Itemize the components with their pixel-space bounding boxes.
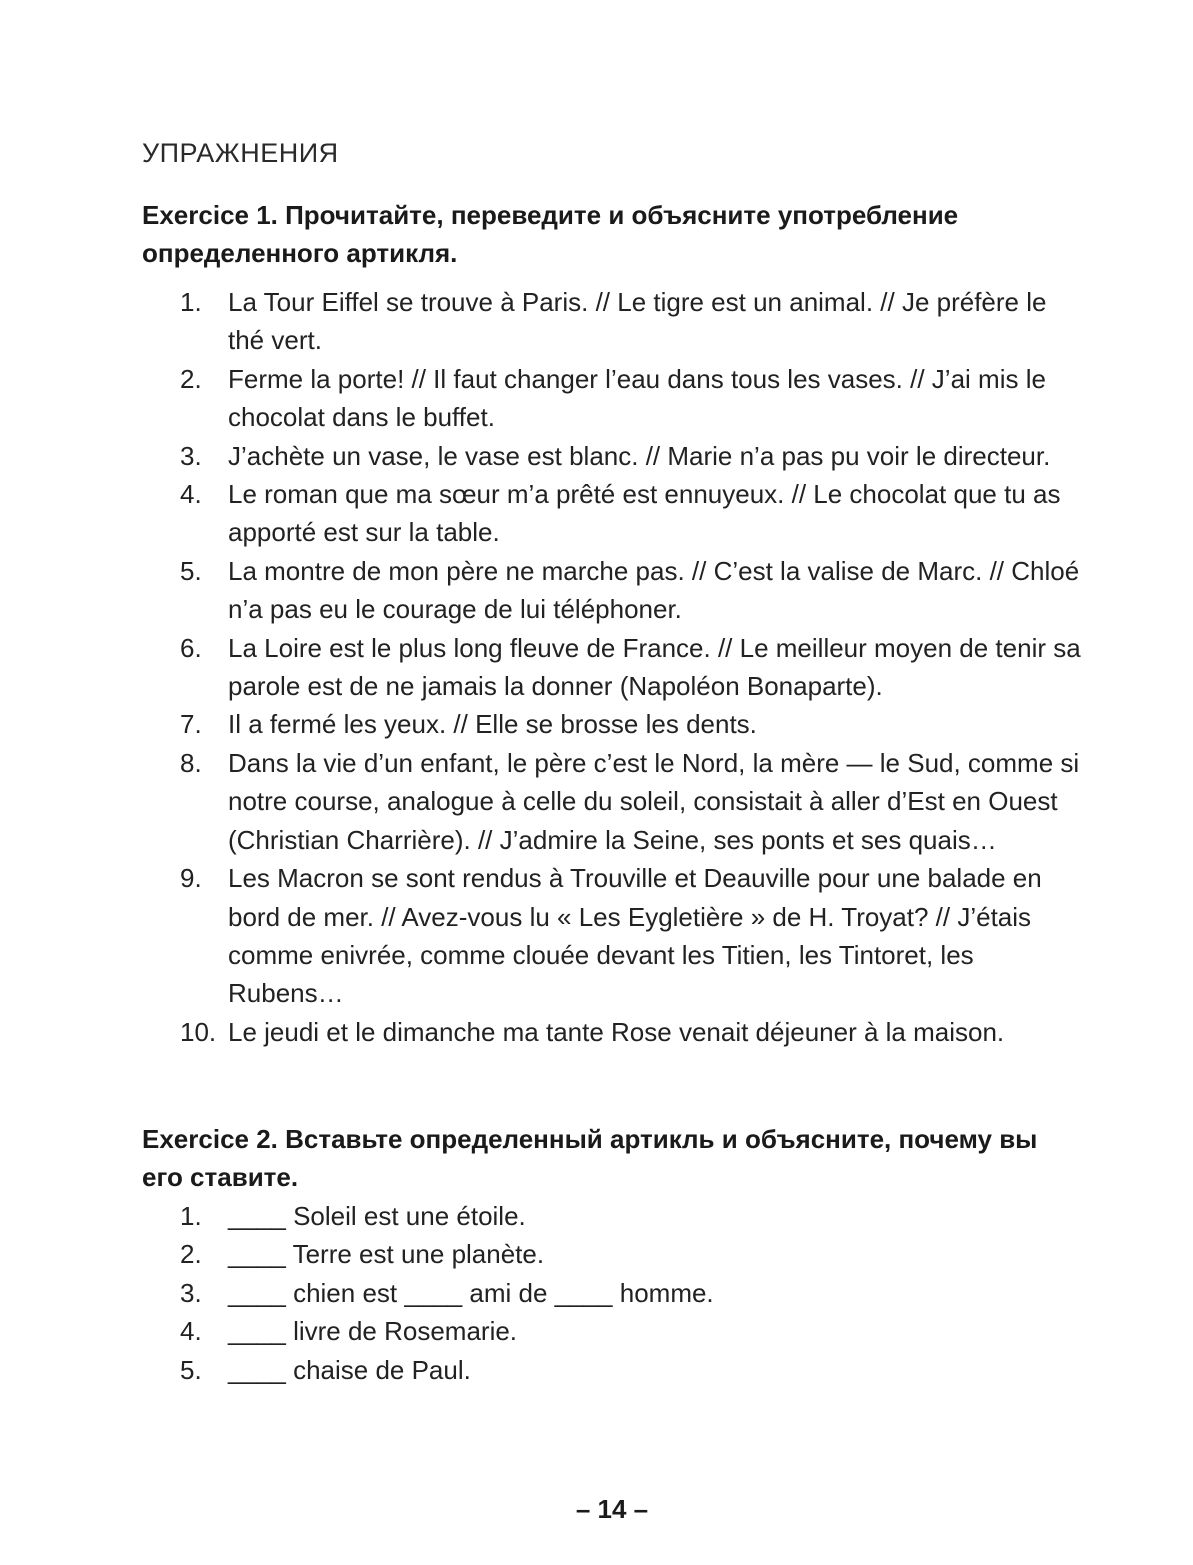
- item-text: Il a fermé les yeux. // Elle se brosse les dents.: [228, 709, 757, 740]
- item-number: 5.: [180, 555, 202, 586]
- item-text: Le roman que ma sœur m’a prêté est ennuyeux. // Le chocolat que tu as apporté est sur la table.: [228, 479, 1061, 548]
- list-item: [180, 744, 1082, 859]
- item-number: 3.: [180, 1277, 202, 1308]
- item-text: J’achète un vase, le vase est blanc. // Marie n’a pas pu voir le directeur.: [228, 440, 1051, 471]
- item-number: 1.: [180, 1201, 202, 1231]
- item-number: 5.: [180, 1354, 202, 1385]
- item-text: ____ livre de Rosemarie.: [228, 1316, 518, 1347]
- item-number: 9.: [180, 863, 202, 894]
- list-item: [180, 629, 1082, 706]
- list-item: [180, 1312, 1082, 1350]
- list-item: [180, 1351, 1082, 1389]
- item-text: Le jeudi et le dimanche ma tante Rose venait déjeuner à la maison.: [228, 1016, 1005, 1047]
- item-number: 3.: [180, 440, 202, 471]
- item-number: 2.: [180, 1239, 202, 1270]
- list-item: [180, 475, 1082, 552]
- item-number: 6.: [180, 632, 202, 663]
- section-title: УПРАЖНЕНИЯ: [142, 138, 339, 168]
- item-text: La Tour Eiffel se trouve à Paris. // Le tigre est un animal. // Je préfère le thé vert.: [228, 287, 1047, 356]
- item-number: 1.: [180, 287, 202, 317]
- item-text: Ferme la porte! // Il faut changer l’eau dans tous les vases. // J’ai mis le chocolat dans le buffet.: [228, 363, 1046, 433]
- list-item: [180, 360, 1082, 437]
- item-text: La montre de mon père ne marche pas. // C’est la valise de Marc. // Chloé n’a pas eu le courage de lui téléphoner.: [228, 555, 1080, 625]
- item-text: Dans la vie d’un enfant, le père c’est le Nord, la mère — le Sud, comme si notre course, analogue à celle du soleil, consistait à aller d’Est en Ouest (Christian Charrière). // J’admire la Seine, ses ponts et ses quais…: [228, 747, 1080, 855]
- document-page: [142, 0, 1082, 1565]
- item-number: 8.: [180, 747, 202, 778]
- item-number: 2.: [180, 363, 202, 394]
- item-text: La Loire est le plus long fleuve de France. // Le meilleur moyen de tenir sa parole est de ne jamais la donner (Napoléon Bonaparte).: [228, 632, 1081, 702]
- list-item: [180, 283, 1082, 360]
- list-item: [180, 705, 1082, 743]
- item-text: ____ chaise de Paul.: [228, 1354, 471, 1385]
- item-text: ____ Terre est une planète.: [228, 1239, 545, 1270]
- item-number: 10.: [180, 1016, 217, 1047]
- item-number: 4.: [180, 1316, 202, 1347]
- item-text: ____ chien est ____ ami de ____ homme.: [228, 1277, 714, 1308]
- list-item: [180, 859, 1082, 1013]
- list-item: [180, 1013, 1082, 1051]
- list-item: [180, 1197, 1082, 1235]
- item-number: 4.: [180, 479, 202, 510]
- exercise-1-heading: Exercice 1. Прочитайте, переведите и объясните употребление определенного артикля.: [142, 200, 959, 268]
- item-number: 7.: [180, 709, 202, 740]
- exercise-2-heading: Exercice 2. Вставьте определенный артикль и объясните, почему вы его ставите.: [142, 1124, 1038, 1192]
- item-text: ____ Soleil est une étoile.: [228, 1201, 526, 1231]
- page-number: – 14 –: [575, 1494, 649, 1524]
- item-text: Les Macron se sont rendus à Trouville et Deauville pour une balade en bord de mer. // Avez-vous lu « Les Eygletière » de H. Troyat? // J’étais comme enivrée, comme clouée devant les Titien, les Tintoret, les Rubens…: [228, 863, 1042, 1009]
- list-item: [180, 1274, 1082, 1312]
- list-item: [180, 437, 1082, 475]
- exercise-1-list: [180, 283, 1082, 1051]
- list-item: [180, 552, 1082, 629]
- exercise-2-list: [180, 1197, 1082, 1389]
- list-item: [180, 1235, 1082, 1273]
